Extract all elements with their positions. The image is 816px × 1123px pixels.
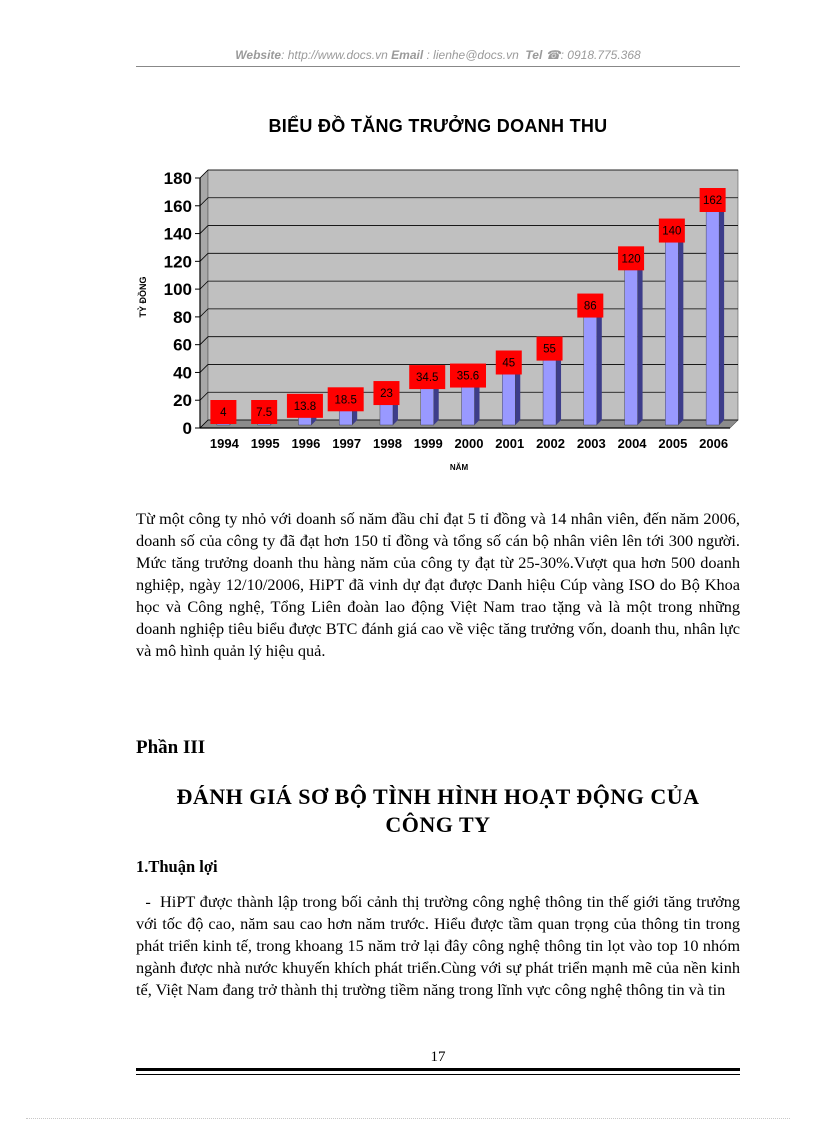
paragraph-advantages: - HiPT được thành lập trong bối cảnh thị trường công nghệ thông tin thế giới tăng trưởng với tốc độ cao, năm sau cao hơn năm trước. Hiểu được tầm quan trọng của thông tin trong phát triển kinh tế, trong khoang 15 năm trở lại đây công nghệ thông tin lọt vào top 10 nhóm ngành được nhà nước khuyến khích phát triển.Cùng với sự phát triển mạnh mẽ của nền kinh tế, Việt Nam đang trở thành thị trường tiềm năng trong lĩnh vực công nghệ thông tin và tin: [136, 892, 745, 999]
subheading: 1.Thuận lợi: [136, 857, 218, 876]
page-edge-dotted: [26, 1118, 790, 1119]
y-tick-label: 180: [163, 169, 192, 188]
footer-rule-thin: [136, 1074, 740, 1075]
x-tick-label: 1996: [291, 436, 321, 451]
chart-title: BIỂU ĐỒ TĂNG TRƯỞNG DOANH THU: [268, 116, 608, 136]
plot-side-wall: [200, 170, 208, 428]
bar-side: [678, 226, 683, 425]
data-label: 4: [220, 407, 227, 419]
phone-icon: ☎: [545, 48, 561, 62]
data-label: 86: [583, 300, 597, 313]
y-tick-label: 20: [173, 391, 192, 411]
data-label: 120: [621, 253, 641, 266]
data-label: 35.6: [456, 370, 480, 383]
paragraph-growth: Từ một công ty nhỏ với doanh số năm đầu chỉ đạt 5 tỉ đồng và 14 nhân viên, đến năm 2006, doanh số của công ty đã đạt hơn 150 tỉ đồng và tổng số cán bộ nhân viên lên tới 300 người. Mức tăng trưởng doanh thu hàng năm của công ty đạt từ 25-30%.Vượt qua hơn 500 doanh nghiệp, ngày 12/10/2006, HiPT đã vinh dự đạt được Danh hiệu Cúp vàng ISO do Bộ Khoa học và Công nghệ, Tổng Liên đoàn lao động Việt Nam trao tặng và là một trong những doanh nghiệp tiêu biểu được BTC đánh giá cao về việc tăng trưởng vốn, doanh thu, nhân lực và mô hình quản lý hiệu quả.: [136, 509, 740, 660]
heading-line-2: CÔNG TY: [385, 812, 491, 837]
page-header: [136, 48, 740, 62]
bar: [665, 231, 678, 425]
y-tick-label: 120: [163, 252, 192, 272]
x-tick-label: 1995: [250, 436, 280, 451]
bar: [625, 258, 638, 425]
y-axis-title: TỶ ĐỒNG: [138, 276, 148, 318]
x-tick-label: 1994: [209, 436, 239, 451]
revenue-bar-chart: [140, 160, 740, 478]
tel-label: Tel: [525, 48, 543, 62]
x-axis-title: NĂM: [449, 463, 469, 472]
data-label: 162: [703, 195, 723, 207]
tel-value: : 0918.775.368: [560, 48, 641, 62]
data-label: 18.5: [334, 394, 357, 407]
header-rule: [136, 66, 740, 67]
y-tick-label: 100: [163, 280, 192, 300]
y-tick-label: 140: [163, 224, 192, 244]
footer-rule-thick: [136, 1068, 740, 1071]
data-label: 140: [662, 225, 682, 238]
x-tick-label: 2006: [699, 436, 729, 451]
data-label: 45: [502, 357, 516, 370]
y-tick-label: 60: [173, 335, 192, 355]
email-label: Email: [391, 48, 424, 62]
data-label: 34.5: [416, 372, 439, 385]
x-tick-label: 2002: [536, 436, 565, 451]
section-label: Phần III: [136, 737, 206, 758]
bar-side: [638, 253, 643, 425]
website-value: : http://www.docs.vn: [281, 48, 388, 62]
x-tick-label: 2003: [576, 436, 606, 451]
website-label: Website: [235, 48, 282, 62]
y-tick-label: 160: [163, 196, 192, 216]
bar: [706, 200, 719, 425]
y-tick-label: 40: [173, 363, 192, 383]
x-tick-label: 2001: [495, 436, 525, 451]
bar-side: [719, 195, 724, 425]
data-label: 13.8: [293, 400, 317, 413]
x-tick-label: 1999: [413, 436, 443, 451]
email-value: : lienhe@docs.vn: [426, 48, 519, 62]
section-heading: [136, 783, 740, 839]
y-tick-label: 80: [173, 307, 192, 327]
data-label: 7.5: [256, 407, 273, 419]
data-label: 55: [543, 343, 556, 356]
y-tick-label: 0: [182, 419, 192, 438]
x-tick-label: 2004: [617, 436, 647, 451]
x-tick-label: 2000: [454, 436, 484, 451]
x-tick-label: 1997: [332, 436, 362, 451]
bar-side: [597, 301, 602, 425]
heading-line-1: ĐÁNH GIÁ SƠ BỘ TÌNH HÌNH HOẠT ĐỘNG CỦA: [176, 784, 700, 809]
page-number: 17: [430, 1049, 446, 1065]
data-label: 23: [380, 388, 393, 401]
x-tick-label: 2005: [658, 436, 688, 451]
x-tick-label: 1998: [373, 436, 402, 451]
bar: [584, 306, 597, 425]
